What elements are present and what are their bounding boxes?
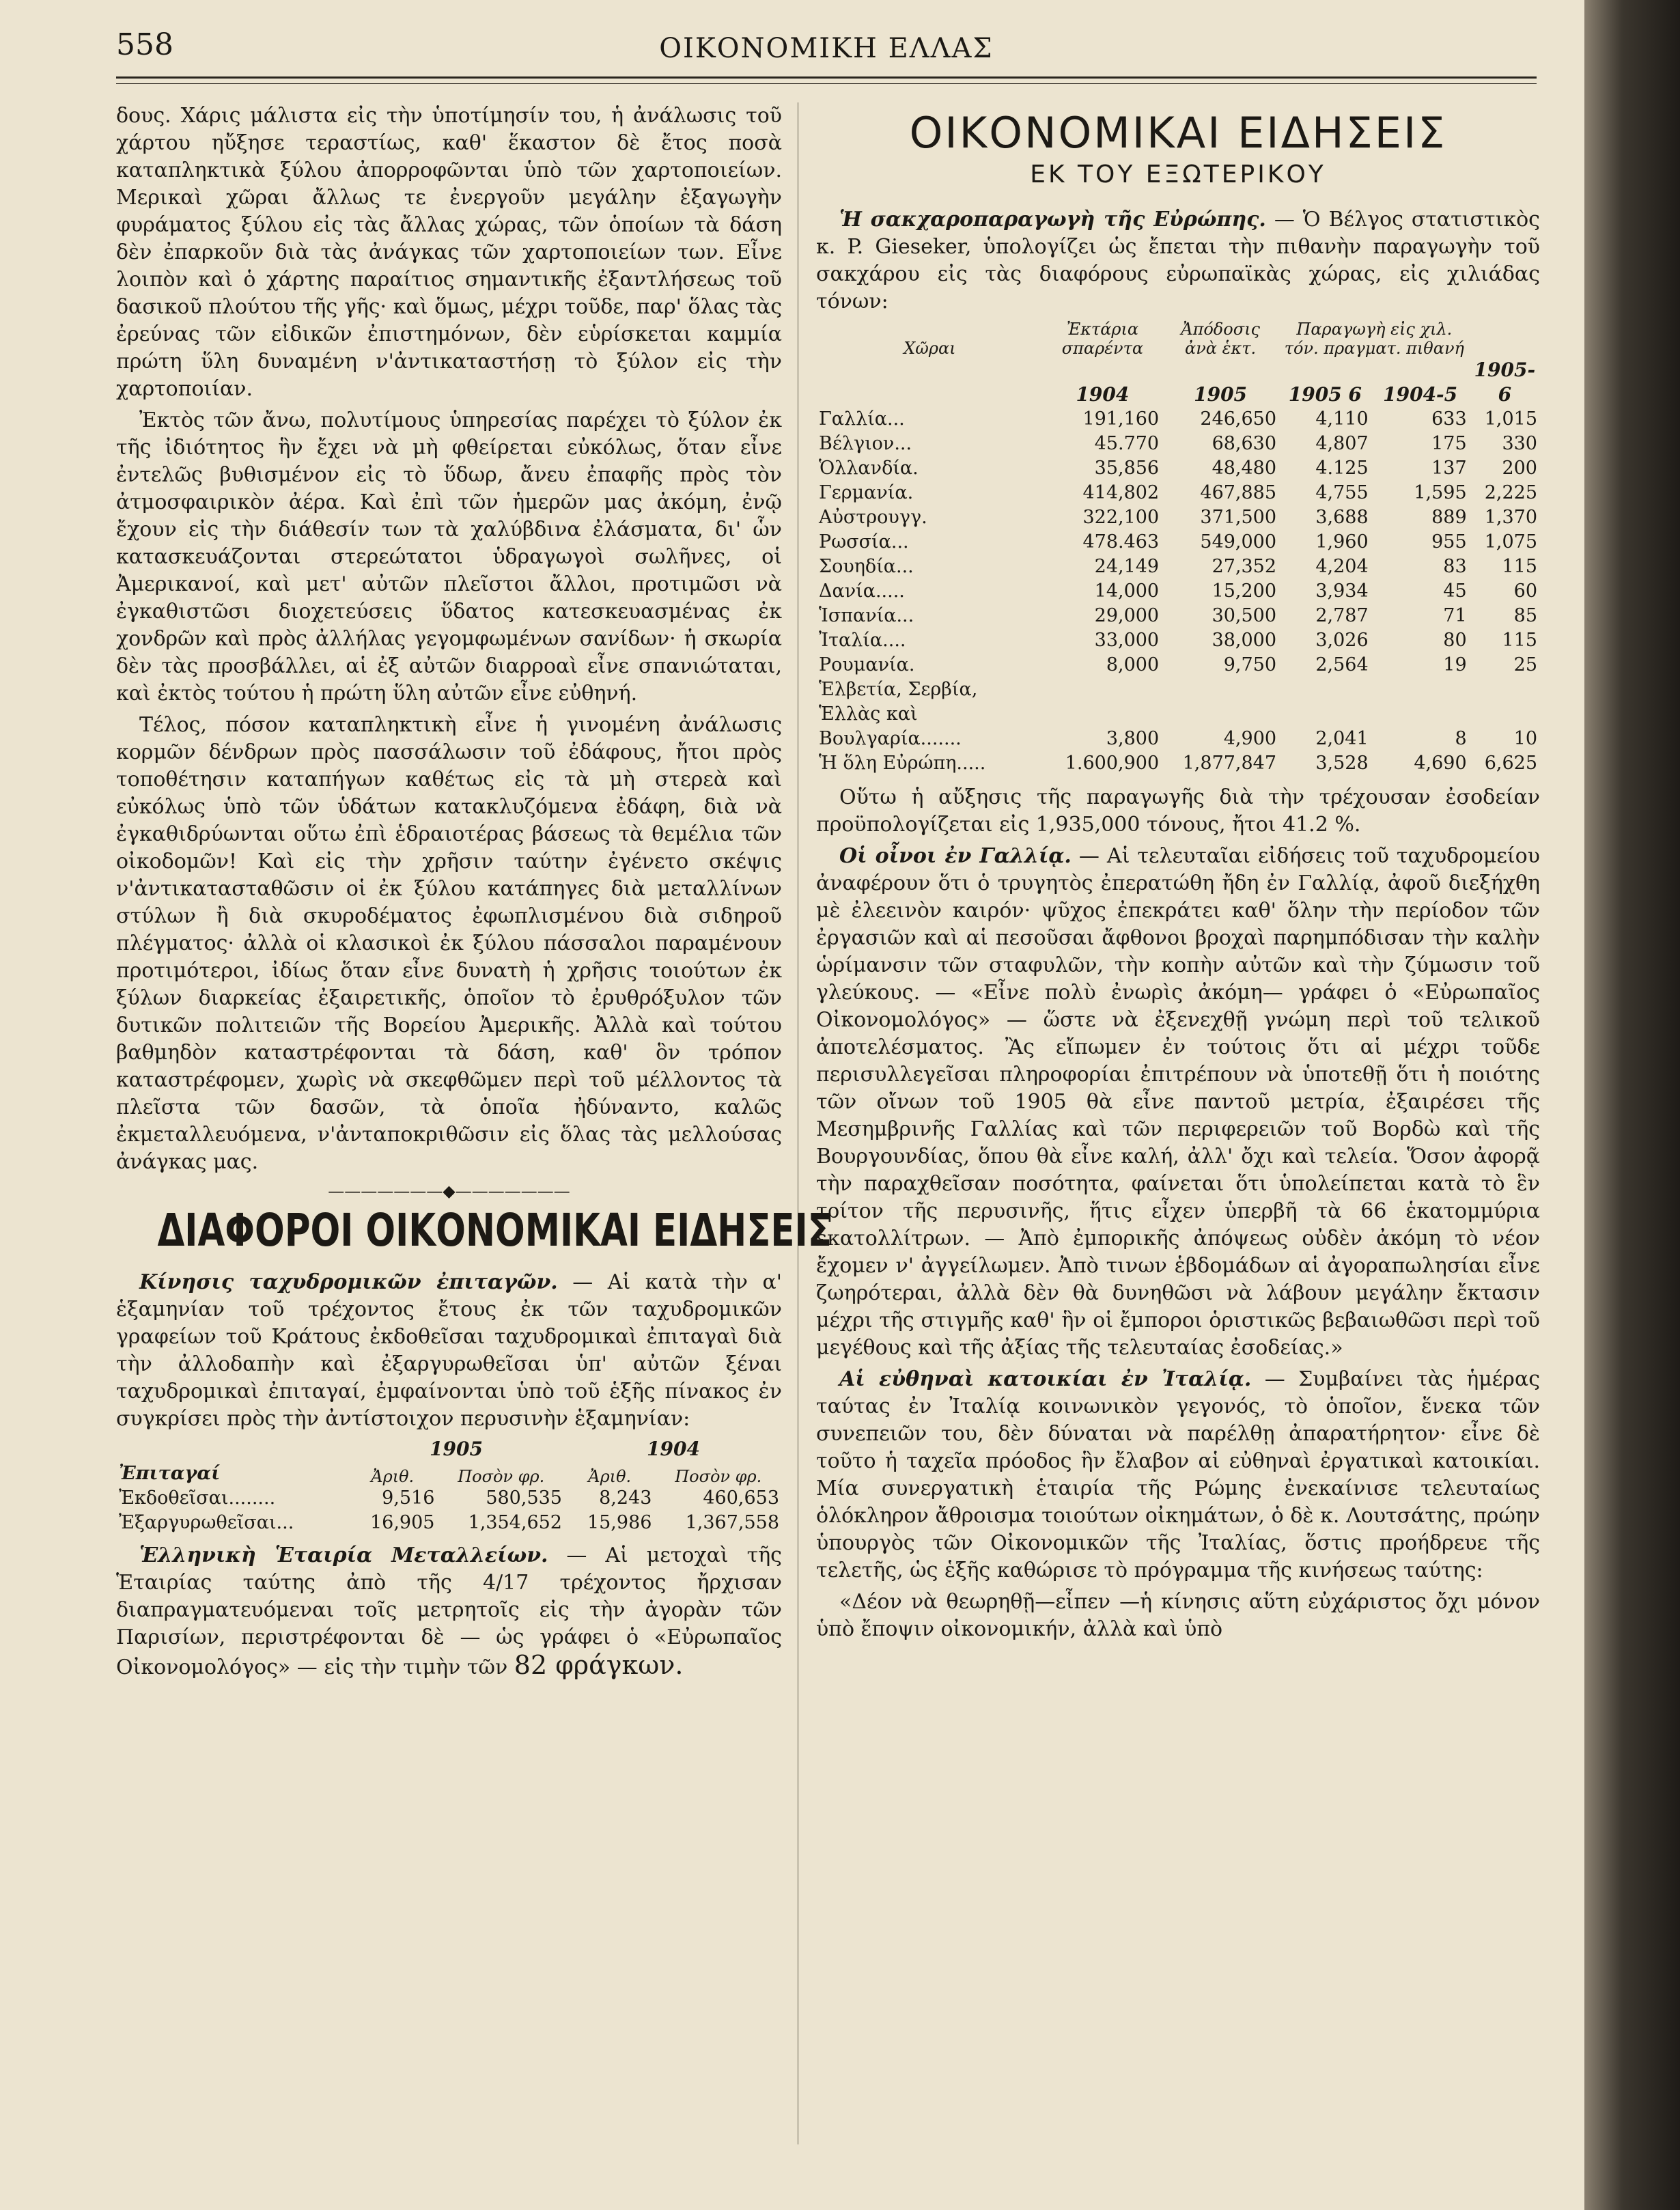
left-column xyxy=(116,102,832,1686)
table-cell: 15,986 xyxy=(587,1512,652,1533)
sugar-country: Βέλγιον... xyxy=(819,433,912,454)
sugar-col-header-probable: πιθανή xyxy=(1406,339,1464,358)
table-cell: 633 xyxy=(1431,408,1467,430)
table-cell: 60 xyxy=(1513,581,1537,602)
table-cell: 6,625 xyxy=(1484,753,1537,774)
table-cell: 2,041 xyxy=(1315,728,1369,749)
table-cell: 9,516 xyxy=(382,1487,435,1509)
table-row xyxy=(816,481,1540,505)
table-cell: 45.770 xyxy=(1094,433,1160,454)
postal-row-label: Ἐξαργυρωθεῖσαι... xyxy=(119,1512,294,1533)
sugar-country: Αὐστρουγγ. xyxy=(819,507,927,528)
section-title: ΔΙΑΦΟΡΟΙ ΟΙΚΟΝΟΜΙΚΑΙ ΕΙΔΗΣΕΙΣ xyxy=(157,1204,832,1257)
table-cell: 1.600,900 xyxy=(1065,753,1160,774)
table-cell: 4,204 xyxy=(1315,556,1369,577)
table-cell: 115 xyxy=(1502,556,1537,577)
table-cell: 85 xyxy=(1513,605,1537,626)
table-cell: 30,500 xyxy=(1212,605,1277,626)
postal-table xyxy=(116,1437,782,1535)
sugar-country: Ὁλλανδία. xyxy=(819,458,919,479)
table-cell: 467,885 xyxy=(1200,482,1277,503)
mining-text: — Αἱ μετοχαὶ τῆς Ἑταιρίας ταύτης ἀπὸ τῆς 4/17 τρέχοντος ἤρχισαν διαπραγματευόμεναι τοῖς μετρητοῖς εἰς τὴν ἀγορὰν τῶν Παρισίων, περιστρέφονται δὲ — ὡς γράφει ὁ «Εὐρωπαῖος Οἰκονομολόγος» — εἰς τὴν τιμὴν τῶν xyxy=(116,1543,782,1679)
table-cell: 10 xyxy=(1513,728,1537,749)
sugar-year: 1905 xyxy=(1194,383,1248,406)
header-rule-thin xyxy=(116,83,1537,84)
postal-subheader: Ποσὸν φρ. xyxy=(458,1467,545,1486)
table-cell: 33,000 xyxy=(1094,630,1160,651)
table-cell: 19 xyxy=(1443,654,1467,675)
table-cell: 1,370 xyxy=(1484,507,1537,528)
foreign-news-subtitle: ΕΚ ΤΟΥ ΕΞΩΤΕΡΙΚΟΥ xyxy=(1030,160,1326,188)
table-cell: 4,690 xyxy=(1414,753,1467,774)
table-cell: 1,015 xyxy=(1484,408,1537,430)
table-cell: 478.463 xyxy=(1082,531,1160,552)
table-cell: 25 xyxy=(1513,654,1537,675)
sugar-col-header-production: Παραγωγὴ εἰς χιλ. τόν. πραγματ. xyxy=(1284,320,1453,358)
table-cell: 24,149 xyxy=(1094,556,1160,577)
left-paragraph-1: δους. Χάρις μάλιστα εἰς τὴν ὑποτίμησίν του, ἡ ἀνάλωσις τοῦ χάρτου ηὔξησε τεραστίως, καθ' ἕκαστον δὲ ἔτος ποσὰ καταπληκτικὰ ξύλου ἀπορροφῶνται ὑπὸ τῶν χαρτοποιείων. Μερικαὶ χῶραι ἄλλως τε ἐνεργοῦν μεγάλην ἐξαγωγὴν φυράματος ξύλου εἰς τὰς ἄλλας χώρας, τῶν ὁποίων τὰ δάση δὲν ἐπαρκοῦν διὰ τὰς ἀνάγκας τῶν χαρτοποιείων των. Εἶνε λοιπὸν καὶ ὁ χάρτης παραίτιος σημαντικῆς ἐξαντλήσεως τοῦ δασικοῦ πλούτου τῆς γῆς· καὶ ὅμως, μέχρι τοῦδε, παρ' ὅλας τὰς ἐρεύνας τῶν εἰδικῶν ἐπιστημόνων, δὲν εὑρίσκεται καμμία πρώτη ὕλη δυναμένη ν'ἀντικαταστήσῃ τὸ ξύλον εἰς τὴν χαρτοποιίαν. xyxy=(116,104,782,401)
table-cell: 3,688 xyxy=(1315,507,1369,528)
table-cell: 9,750 xyxy=(1223,654,1277,675)
table-cell: 4,900 xyxy=(1223,728,1277,749)
table-cell: 8 xyxy=(1455,728,1467,749)
table-cell: 191,160 xyxy=(1082,408,1160,430)
table-cell: 14,000 xyxy=(1094,581,1160,602)
table-cell: 3,026 xyxy=(1315,630,1369,651)
table-row xyxy=(816,677,1540,751)
table-cell: 48,480 xyxy=(1212,458,1277,479)
table-cell: 68,630 xyxy=(1212,433,1277,454)
mining-article xyxy=(116,1542,782,1681)
sugar-table-years xyxy=(816,358,1540,407)
table-cell: 1,354,652 xyxy=(468,1512,562,1533)
table-cell: 3,934 xyxy=(1315,581,1369,602)
postal-heading: Κίνησις ταχυδρομικῶν ἐπιταγῶν. xyxy=(139,1270,558,1294)
page-number: 558 xyxy=(116,27,173,62)
table-row xyxy=(116,1486,782,1511)
housing-article xyxy=(816,1366,1540,1584)
table-cell: 460,653 xyxy=(703,1487,779,1509)
postal-year-1904: 1904 xyxy=(647,1438,700,1460)
table-cell: 3,528 xyxy=(1315,753,1369,774)
table-cell: 16,905 xyxy=(369,1512,435,1533)
housing-heading: Αἱ εὐθηναὶ κατοικίαι ἐν Ἰταλίᾳ. xyxy=(839,1367,1252,1391)
table-cell: 330 xyxy=(1502,433,1537,454)
table-row xyxy=(816,505,1540,530)
table-cell: 1,595 xyxy=(1414,482,1467,503)
sugar-article xyxy=(816,206,1540,316)
table-cell: 175 xyxy=(1431,433,1467,454)
table-cell: 29,000 xyxy=(1094,605,1160,626)
sugar-country: Ἑλβετία, Σερβία, Ἑλλὰς καὶ Βουλγαρία....... xyxy=(819,679,978,749)
table-cell: 3,800 xyxy=(1106,728,1160,749)
sugar-conclusion: Οὕτω ἡ αὔξησις τῆς παραγωγῆς διὰ τὴν τρέχουσαν ἐσοδείαν προϋπολογίζεται εἰς 1,935,000 τόνους, ἤτοι 41.2 %. xyxy=(816,785,1540,837)
postal-table-years xyxy=(116,1437,782,1461)
postal-row-header: Ἐπιταγαί xyxy=(119,1463,221,1484)
table-cell: 955 xyxy=(1431,531,1467,552)
housing-quote: «Δέον νὰ θεωρηθῇ—εἶπεν —ἡ κίνησις αὕτη εὐχάριστος ὄχι μόνον ὑπὸ ἔποψιν οἰκονομικήν, ἀλλὰ καὶ ὑπὸ xyxy=(816,1590,1540,1641)
table-cell: 414,802 xyxy=(1082,482,1160,503)
postal-text: — Αἱ κατὰ τὴν α' ἑξαμηνίαν τοῦ τρέχοντος ἔτους ἐκ τῶν ταχυδρομικῶν γραφείων τοῦ Κράτους ἐκδοθεῖσαι ταχυδρομικαὶ ἐπιταγαὶ διὰ τὴν ἀλλοδαπὴν καὶ ἐξαργυρωθεῖσαι ὑπ' αὐτῶν ξέναι ταχυδρομικαὶ ἐπιταγαί, ἐμφαίνονται ὑπὸ τοῦ ἑξῆς πίνακος ἐν συγκρίσει πρὸς τὴν ἀντίστοιχον περυσινὴν ἑξαμηνίαν: xyxy=(116,1270,783,1431)
table-cell: 549,000 xyxy=(1200,531,1277,552)
table-cell: 1,877,847 xyxy=(1182,753,1277,774)
postal-table-subheaders xyxy=(116,1461,782,1486)
table-cell: 1,960 xyxy=(1315,531,1369,552)
header-rule xyxy=(116,76,1537,79)
sugar-country: Ρωσσία... xyxy=(819,531,909,552)
foreign-news-title: ΟΙΚΟΝΟΜΙΚΑΙ ΕΙΔΗΣΕΙΣ xyxy=(909,108,1447,158)
sugar-year: 1904 xyxy=(1076,383,1130,406)
sugar-country: Ἡ ὅλη Εὐρώπη..... xyxy=(819,753,986,774)
table-row xyxy=(816,653,1540,677)
table-cell: 2,787 xyxy=(1315,605,1369,626)
sugar-table-headers xyxy=(816,320,1540,358)
table-row xyxy=(816,579,1540,604)
postal-subheader: Ἀριθ. xyxy=(371,1467,415,1486)
mining-heading: Ἑλληνικὴ Ἑταιρία Μεταλλείων. xyxy=(139,1543,548,1567)
sugar-country: Ἰταλία.... xyxy=(819,630,906,651)
table-cell: 38,000 xyxy=(1212,630,1277,651)
table-row xyxy=(816,407,1540,432)
section-ornament: ———————◆——————— xyxy=(328,1181,570,1201)
table-cell: 8,000 xyxy=(1106,654,1160,675)
table-cell: 27,352 xyxy=(1212,556,1277,577)
postal-row-label: Ἐκδοθεῖσαι........ xyxy=(119,1487,276,1509)
sugar-country: Σουηδία... xyxy=(819,556,914,577)
postal-subheader: Ἀριθ. xyxy=(588,1467,632,1486)
table-cell: 15,200 xyxy=(1212,581,1277,602)
table-row xyxy=(816,456,1540,481)
table-row xyxy=(816,530,1540,555)
table-cell: 1,075 xyxy=(1484,531,1537,552)
sugar-year: 1904-5 xyxy=(1383,383,1458,406)
table-cell: 45 xyxy=(1443,581,1467,602)
table-row xyxy=(816,751,1540,776)
table-cell: 2,564 xyxy=(1315,654,1369,675)
sugar-col-header: Ἀπόδοσις ἀνὰ ἑκτ. xyxy=(1181,320,1260,358)
right-column xyxy=(816,102,1540,1647)
sugar-year: 1905-6 xyxy=(1474,359,1536,406)
table-row xyxy=(816,604,1540,628)
table-cell: 322,100 xyxy=(1082,507,1160,528)
table-row xyxy=(816,555,1540,579)
sugar-col-header: Ἐκτάρια σπαρέντα xyxy=(1061,320,1144,358)
postal-article xyxy=(116,1269,782,1433)
sugar-text: — Ὁ Βέλγος στατιστικὸς κ. P. Gieseker, ὑπολογίζει ὡς ἔπεται τὴν πιθανὴν παραγωγὴν τοῦ σακχάρου εἰς τὰς διαφόρους εὐρωπαϊκὰς χώρας, εἰς χιλιάδας τόνων: xyxy=(816,208,1540,313)
sugar-heading: Ἡ σακχαροπαραγωγὴ τῆς Εὐρώπης. xyxy=(839,208,1266,232)
table-cell: 83 xyxy=(1443,556,1467,577)
sugar-country: Ρουμανία. xyxy=(819,654,915,675)
table-cell: 80 xyxy=(1443,630,1467,651)
left-paragraph-3: Τέλος, πόσον καταπληκτικὴ εἶνε ἡ γινομένη ἀνάλωσις κορμῶν δένδρων πρὸς πασσάλωσιν τοῦ ἐδάφους, ἤτοι πρὸς τοποθέτησιν καταπήγων καθέτως εἰς τὰ μὴ στερεὰ καὶ εὐκόλως ὑπὸ τῶν ὑδάτων κατακλυζόμενα ἐδάφη, διὰ νὰ ἐγκαθιδρύωνται οὕτω ἐπὶ ἑδραιοτέρας βάσεως τὰ θεμέλια τῶν οἰκοδομῶν! Καὶ εἰς τὴν χρῆσιν ταύτην ἐγένετο σκέψις ν'ἀντικατασταθῶσιν οἱ ἐκ ξύλου κατάπηγες διὰ μεταλλίνων στύλων ἢ διὰ σκυροδέματος ἐφωπλισμένου διὰ σιδηροῦ πλέγματος· ἀλλὰ οἱ κλασικοὶ ἐκ ξύλου πάσσαλοι παραμένουν προτιμότεροι, ἰδίως ὅταν εἶνε δυνατὴ ἡ χρῆσις τοιούτων ἐκ ξύλων διαρκείας ἐξαιρετικῆς, ὁποῖον τὸ ἐρυθρόξυλον τῶν δυτικῶν πολιτειῶν τῆς Βορείου Ἀμερικῆς. Ἀλλὰ καὶ τούτου βαθμηδὸν καταστρέφονται τὰ δάση, καθ' ὃν τρόπον καταστρέφομεν, χωρὶς νὰ σκεφθῶμεν περὶ τοῦ μέλλοντος τὰ πλεῖστα τῶν δασῶν, τὰ ὁποῖα ἠδύναντο, καλῶς ἐκμεταλλευόμενα, ν'ἀνταποκριθῶσιν εἰς ὅλας τὰς μελλούσας ἀνάγκας μας. xyxy=(116,713,782,1174)
running-title: ΟΙΚΟΝΟΜΙΚΗ ΕΛΛΑΣ xyxy=(659,33,994,64)
sugar-col-header: Χῶραι xyxy=(904,339,956,358)
table-cell: 1,367,558 xyxy=(685,1512,779,1533)
sugar-country: Ἱσπανία... xyxy=(819,605,914,626)
table-cell: 4.125 xyxy=(1315,458,1369,479)
table-cell: 137 xyxy=(1431,458,1467,479)
page-header xyxy=(116,27,1537,75)
postal-year-1905: 1905 xyxy=(430,1438,483,1460)
postal-subheader: Ποσὸν φρ. xyxy=(675,1467,762,1486)
table-row xyxy=(116,1511,782,1535)
mining-price: 82 φράγκων. xyxy=(514,1650,684,1680)
wines-heading: Οἱ οἶνοι ἐν Γαλλίᾳ. xyxy=(839,844,1072,868)
table-cell: 71 xyxy=(1443,605,1467,626)
table-cell: 889 xyxy=(1431,507,1467,528)
table-cell: 246,650 xyxy=(1200,408,1277,430)
sugar-col-header xyxy=(1279,320,1470,358)
table-row xyxy=(816,628,1540,653)
sugar-table-body xyxy=(816,407,1540,776)
wines-text: — Αἱ τελευταῖαι εἰδήσεις τοῦ ταχυδρομείου ἀναφέρουν ὅτι ὁ τρυγητὸς ἐπερατώθη ἤδη ἐν Γαλλίᾳ, ἀφοῦ διεξήχθη μὲ ἐλεεινὸν καιρόν· ψῦχος ἐπεκράτει καθ' ὅλην τὴν περίοδον τῶν ἐργασιῶν καὶ αἱ πεσοῦσαι ἄφθονοι βροχαὶ παρημπόδισαν τὴν καλὴν ὡρίμανσιν τῶν σταφυλῶν, τὴν κοπὴν αὐτῶν καὶ τὴν ζύμωσιν τοῦ γλεύκους. — «Εἶνε πολὺ ἐνωρὶς ἀκόμη— γράφει ὁ «Εὐρωπαῖος Οἰκονομολόγος» — ὥστε νὰ ἐξενεχθῇ γνώμη περὶ τοῦ τελικοῦ ἀποτελέσματος. Ἂς εἴπωμεν ἐν τούτοις ὅτι αἱ μέχρι τοῦδε περισυλλεγεῖσαι πληροφορίαι ἐπιτρέπουν νὰ ὑποτεθῇ ὅτι ἡ ποιότης τῶν οἴνων τοῦ 1905 θὰ εἶνε παντοῦ μετρία, ἐξαιρέσει τῆς Μεσημβρινῆς Γαλλίας καὶ τῶν περιφερειῶν τοῦ Βορδὼ καὶ τῆς Βουργουνδίας, ὅπου θὰ εἶνε καλή, ἀλλ' ὄχι καὶ τελεία. Ὅσον ἀφορᾷ τὴν παραχθεῖσαν ποσότητα, φαίνεται ὅτι ὑπολείπεται κατὰ τὸ ἓν τρίτον τῆς περυσινῆς, ἥτις εἶχεν ὑπερβῆ τὰ 66 ἑκατομμύρια ἑκατολλίτρων. — Ἀπὸ ἐμπορικῆς ἀπόψεως οὐδὲν ἀκόμη τὸ νέον ἔχομεν ν' ἀγγείλωμεν. Ἀπὸ τινων ἑβδομάδων αἱ ἀγοραπωλησίαι εἶνε ζωηρότεραι, ἀλλὰ δὲν θὰ δυνηθῶσι νὰ λάβουν μεγάλην ἔκτασιν μέχρι τῆς στιγμῆς καθ' ἣν οἱ ἔμποροι ὁριστικῶς βεβαιωθῶσι περὶ τοῦ μεγέθους καὶ τῆς ἀξίας τῆς τελευταίας ἐσοδείας.» xyxy=(816,844,1540,1360)
table-row xyxy=(816,432,1540,456)
book-gutter-edge xyxy=(1584,0,1680,2210)
table-cell: 371,500 xyxy=(1200,507,1277,528)
sugar-country: Γαλλία... xyxy=(819,408,905,430)
table-cell: 8,243 xyxy=(599,1487,652,1509)
sugar-country: Γερμανία. xyxy=(819,482,914,503)
table-cell: 2,225 xyxy=(1484,482,1537,503)
table-cell: 580,535 xyxy=(486,1487,562,1509)
table-cell: 4,110 xyxy=(1315,408,1369,430)
sugar-table xyxy=(816,320,1540,776)
sugar-year: 1905 6 xyxy=(1288,383,1362,406)
table-cell: 4,755 xyxy=(1315,482,1369,503)
housing-text: — Συμβαίνει τὰς ἡμέρας ταύτας ἐν Ἰταλίᾳ κοινωνικὸν γεγονός, τὸ ὁποῖον, ἕνεκα τῶν συνεπειῶν του, δὲν δύναται νὰ παρέλθῃ ἀπαρατήρητον· εἶνε δὲ τοῦτο ἡ ταχεῖα πρόοδος ἣν ἔλαβον αἱ εὐθηναὶ ἐργατικαὶ κατοικίαι. Μία συνεργατικὴ ἑταιρία τῆς Ρώμης ἐνεκαίνισε τελευταίως ὁλόκληρον ἄθροισμα τοιούτων οἰκημάτων, ὁ δὲ κ. Λουτσάτης, πρώην ὑπουργὸς τῶν Οἰκονομικῶν τῆς Ἰταλίας, ὅστις προήδρευε τῆς τελετῆς, ὡς ἑξῆς καθώρισε τὸ πρόγραμμα τῆς κινήσεως ταύτης: xyxy=(816,1367,1541,1582)
table-cell: 200 xyxy=(1502,458,1537,479)
table-cell: 4,807 xyxy=(1315,433,1369,454)
left-paragraph-2: Ἐκτὸς τῶν ἄνω, πολυτίμους ὑπηρεσίας παρέχει τὸ ξύλον ἐκ τῆς ἰδιότητος ἣν ἔχει νὰ μὴ φθείρεται εὐκόλως, ὅταν εἶνε ἐντελῶς βυθισμένον εἰς τὸ ὕδωρ, ἄνευ ἐπαφῆς πρὸς τὸν ἀτμοσφαιρικὸν ἀέρα. Καὶ ἐπὶ τῶν ἡμερῶν μας ἀκόμη, ἐνῷ ἔχουν εἰς τὴν διάθεσίν των τὰ χαλύβδινα ἐλάσματα, δι' ὧν κατασκευάζονται στερεώτατοι ὑδραγωγοὶ σωλῆνες, οἱ Ἀμερικανοί, καὶ μετ' αὐτῶν πλεῖστοι ἄλλοι, προτιμῶσι νὰ ἐγκαθιστῶσι διοχετεύσεις ὕδατος κατεσκευασμένας ἐκ χονδρῶν καὶ πρὸς ἀλλήλας γεγομφωμένων σανίδων· ἡ σκωρία δὲν τὰς προσβάλλει, αἱ ἐξ αὐτῶν διαρροαὶ εἶνε σπανιώταται, καὶ ἐκτὸς τούτου ἡ πρώτη ὕλη αὐτῶν εἶνε εὐθηνή. xyxy=(116,408,782,705)
wines-article xyxy=(816,843,1540,1362)
table-cell: 115 xyxy=(1502,630,1537,651)
sugar-country: Δανία..... xyxy=(819,581,905,602)
table-cell: 35,856 xyxy=(1094,458,1160,479)
